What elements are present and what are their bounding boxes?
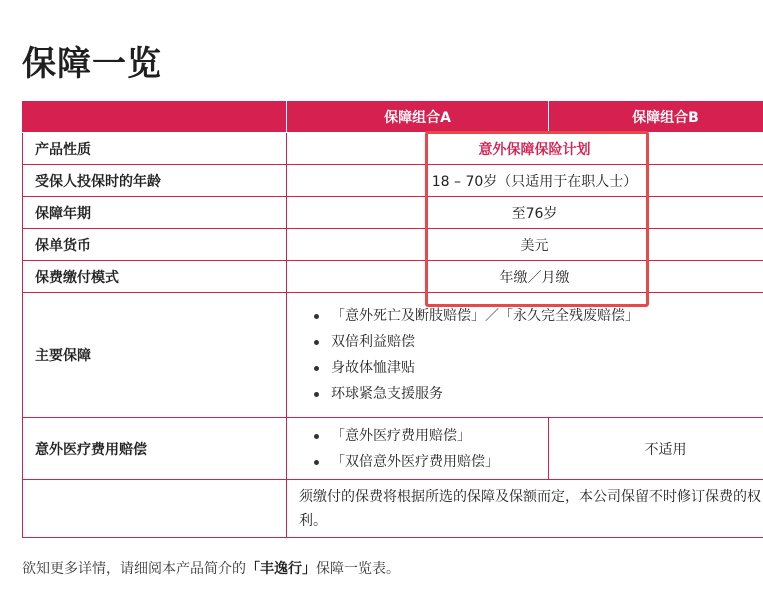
row-entry-age: [23, 165, 763, 197]
entry-age-value: 18 – 70岁（只适用于在职人士）: [287, 165, 763, 197]
header-plan-a: 保障组合A: [287, 101, 549, 133]
list-item: 「双倍意外医疗费用赔偿」: [311, 449, 536, 475]
row-label: 受保人投保时的年龄: [23, 165, 287, 197]
row-product-nature: [23, 133, 763, 165]
row-label: [23, 480, 287, 538]
row-label: 意外医疗费用赔偿: [23, 418, 287, 480]
currency-value: 美元: [287, 229, 763, 261]
row-premium-mode: [23, 261, 763, 293]
header-blank: [23, 101, 287, 133]
list-item: 身故体恤津贴: [311, 355, 763, 381]
header-plan-b: 保障组合B: [549, 101, 763, 133]
table-header-row: [23, 101, 763, 133]
row-label: 产品性质: [23, 133, 287, 165]
row-label: 保费缴付模式: [23, 261, 287, 293]
row-label: 主要保障: [23, 293, 287, 418]
product-nature-value: 意外保障保险计划: [287, 133, 763, 165]
medical-plan-b-value: 不适用: [549, 418, 763, 480]
main-benefits-list: [299, 303, 763, 407]
list-item: 「意外医疗费用赔偿」: [311, 423, 536, 449]
medical-plan-a-cell: [287, 418, 549, 480]
row-note: [23, 480, 763, 538]
footer-product-name: 「丰逸行」: [246, 561, 316, 577]
row-medical: [23, 418, 763, 480]
list-item: 双倍利益赔偿: [311, 329, 763, 355]
premium-mode-value: 年缴／月缴: [287, 261, 763, 293]
footer-prefix: 欲知更多详情，请细阅本产品简介的: [22, 561, 246, 577]
list-item: 「意外死亡及断肢赔偿」／「永久完全残废赔偿」: [311, 303, 763, 329]
row-benefit-term: [23, 197, 763, 229]
page-title: 保障一览: [22, 44, 162, 84]
main-benefits-cell: [287, 293, 763, 418]
medical-list: [299, 423, 536, 475]
row-label: 保障年期: [23, 197, 287, 229]
footer-note: [22, 558, 400, 578]
row-label: 保单货币: [23, 229, 287, 261]
coverage-table: [22, 100, 763, 538]
benefit-term-value: 至76岁: [287, 197, 763, 229]
row-main-benefits: [23, 293, 763, 418]
footer-suffix: 保障一览表。: [316, 561, 400, 577]
list-item: 环球紧急支援服务: [311, 381, 763, 407]
row-currency: [23, 229, 763, 261]
premium-note: 须缴付的保费将根据所选的保障及保额而定，本公司保留不时修订保费的权利。: [287, 480, 763, 538]
